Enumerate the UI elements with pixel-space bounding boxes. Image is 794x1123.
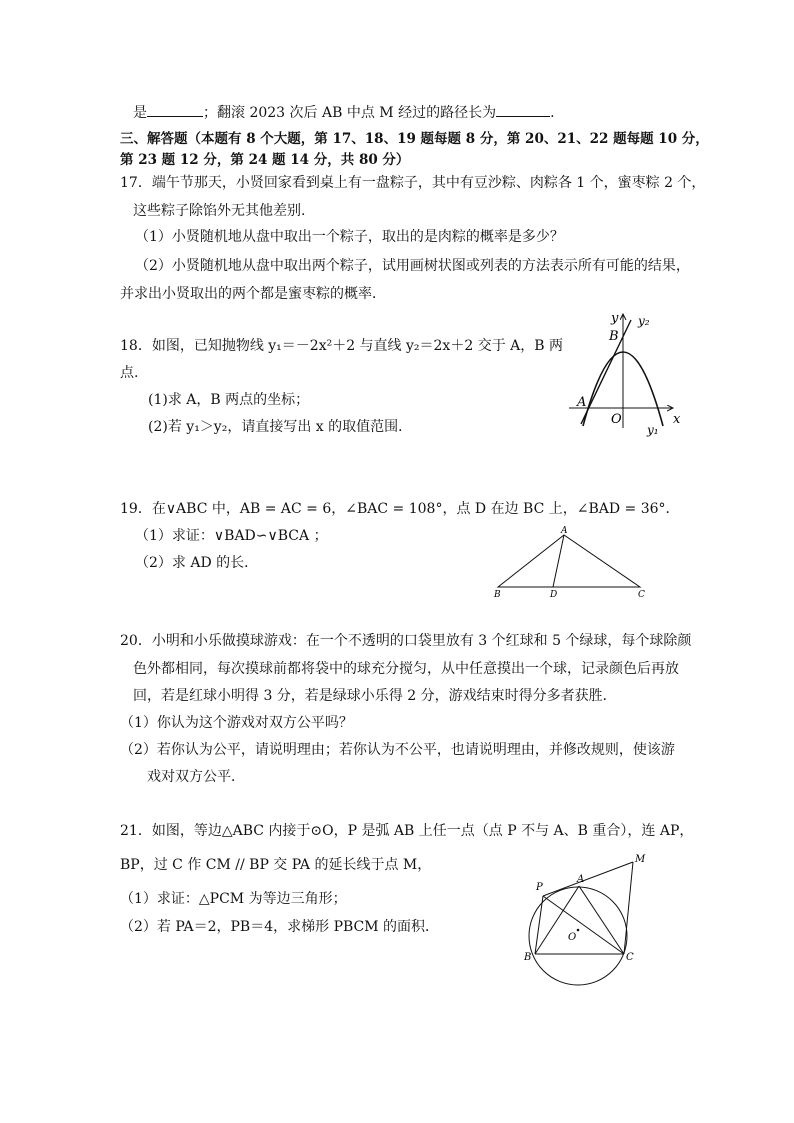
q17-part2-line2: 并求出小贤取出的两个都是蜜枣粽的概率． [120,286,386,302]
q17-part2-line1: （2）小贤随机地从盘中取出两个粽子，试用画树状图或列表的方法表示所有可能的结果， [135,258,690,274]
vertex-b-label: B [494,590,501,600]
triangle-abc [498,535,640,587]
side-ab [535,886,579,954]
q21-line2: BP，过 C 作 CM // BP 交 PA 的延长线于点 M， [120,857,432,873]
answer-blank-2 [496,102,550,117]
q19-figure [490,527,650,599]
q18-figure [567,308,687,438]
vertex-c-label: C [638,590,645,600]
center-o-label: O [568,932,577,943]
point-b-label: B [609,329,619,344]
q20-line1: 20．小明和小乐做摸球游戏：在一个不透明的口袋里放有 3 个红球和 5 个绿球，每个球除颜 [120,633,692,649]
segment-pc [543,896,624,954]
q18-line2: 点. [120,365,139,381]
q17-line1: 17．端午节那天，小贤回家看到桌上有一盘粽子，其中有豆沙粽、肉粽各 1 个，蜜枣粽 2 个， [120,175,706,191]
center-dot [577,929,580,932]
y-axis-label: y [611,311,619,326]
q19-part1: （1）求证：∨BAD∽∨BCA ； [135,528,328,544]
point-d-label: D [550,590,558,600]
top-line-middle: ；翻滚 2023 次后 AB 中点 M 经过的路径长为 [203,105,497,121]
side-ac [579,886,624,954]
point-p-label: P [536,882,543,893]
q18-line1: 18．如图，已知抛物线 y₁＝－2x²＋2 与直线 y₂＝2x＋2 交于 A，B 两 [120,338,563,354]
q20-line3: 回，若是红球小明得 3 分，若是绿球小乐得 2 分，游戏结束时得分多者获胜． [133,688,617,704]
y2-label: y₂ [638,314,650,328]
section3-heading-line2: 第 23 题 12 分，第 24 题 14 分，共 80 分） [120,152,410,168]
point-m-label: M [635,854,646,865]
answer-blank-1 [147,102,203,117]
q18-part2: (2)若 y₁＞y₂，请直接写出 x 的取值范围． [148,419,413,435]
top-line-prefix: 是 [133,105,147,121]
origin-label: O [611,412,622,427]
segment-pb [535,896,543,954]
x-axis-label: x [673,412,681,427]
q20-part1: （1）你认为这个游戏对双方公平吗？ [120,715,353,731]
top-line-suffix: . [550,105,555,121]
q19-line1: 19．在∨ABC 中，AB = AC = 6，∠BAC = 108°，点 D 在边 BC 上，∠BAD = 36°． [120,501,680,517]
q21-figure [515,852,655,982]
q17-part1: （1）小贤随机地从盘中取出一个粽子，取出的是肉粽的概率是多少？ [135,229,564,245]
q20-part2-line1: （2）若你认为公平，请说明理由；若你认为不公平，也请说明理由，并修改规则，使该游 [120,742,675,758]
q19-part2: （2）求 AD 的长． [135,555,259,571]
point-c-label-21: C [626,952,634,963]
point-a-label: A [577,395,587,410]
vertex-a-label: A [561,526,568,536]
q21-part1: （1）求证：△PCM 为等边三角形； [120,891,347,907]
section3-heading-line1: 三、解答题（本题有 8 个大题，第 17、18、19 题每题 8 分，第 20、21、22 题每题 10 分， [120,131,709,147]
q18-part1: (1)求 A，B 两点的坐标； [148,392,310,408]
segment-pm [543,862,633,896]
segment-cm [624,862,633,954]
q17-line2: 这些粽子除馅外无其他差别. [133,203,306,219]
q21-line1: 21．如图，等边△ABC 内接于⊙O，P 是弧 AB 上任一点（点 P 不与 A、B 重合），连 AP， [120,823,694,839]
point-a-label-21: A [577,874,585,885]
top-line [133,102,555,123]
q20-line2: 色外都相同，每次摸球前都将袋中的球充分搅匀，从中任意摸出一个球，记录颜色后再放 [133,661,679,677]
point-b-label-21: B [524,952,532,963]
q21-part2: （2）若 PA＝2，PB＝4，求梯形 PBCM 的面积． [120,919,440,935]
y1-label: y₁ [647,423,659,437]
q20-part2-line2: 戏对双方公平． [147,769,245,785]
